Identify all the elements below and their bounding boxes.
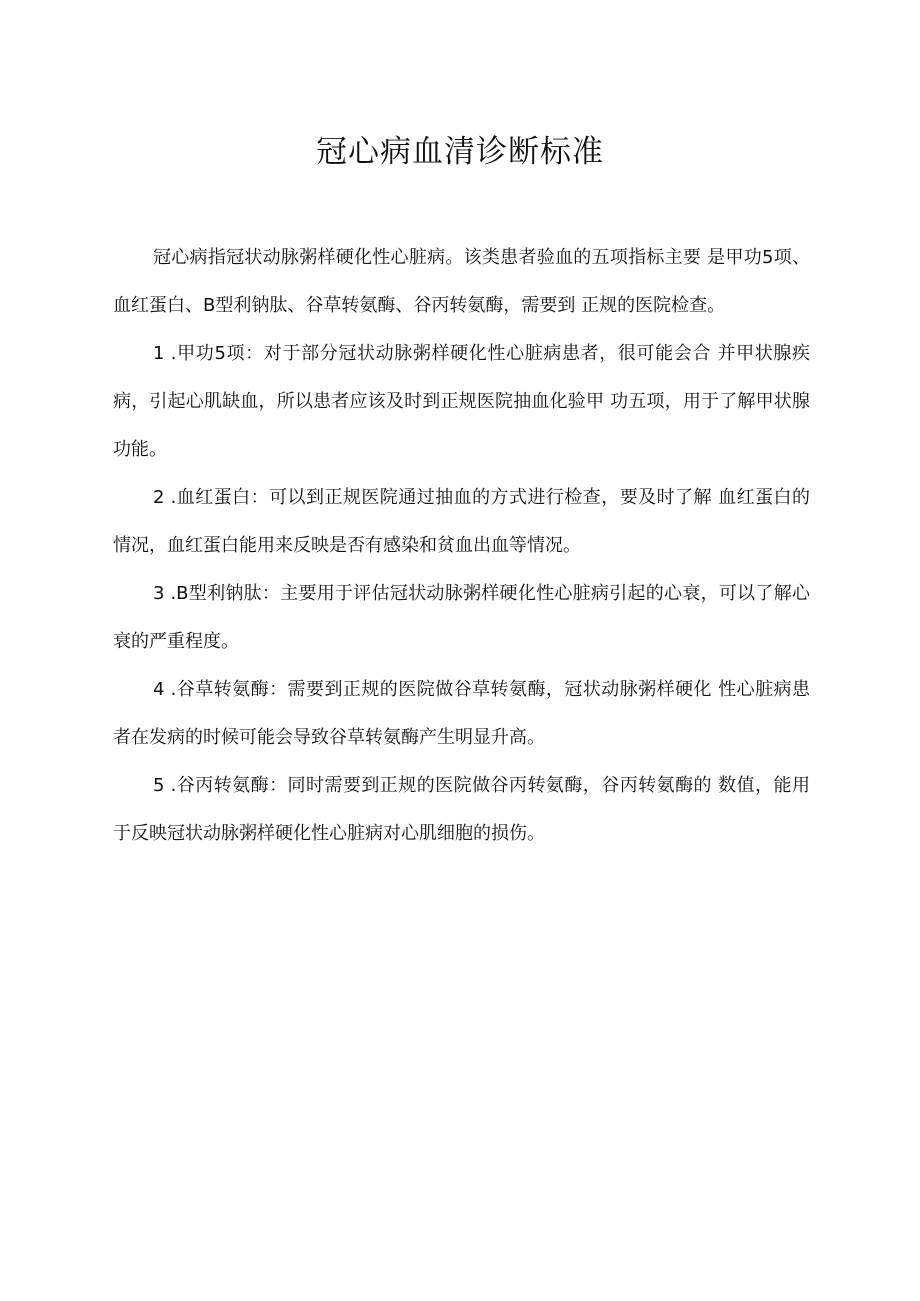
item-ast: 4 .谷草转氨酶：需要到正规的医院做谷草转氨酶，冠状动脉粥样硬化 性心脏病患者在发病的时候可能会导致谷草转氨酶产生明显升高。 <box>113 679 810 748</box>
item-hemoglobin: 2 .血红蛋白：可以到正规医院通过抽血的方式进行检查，要及时了解 血红蛋白的情况，血红蛋白能用来反映是否有感染和贫血出血等情况。 <box>113 487 810 556</box>
item-bnp: 3 .B型利钠肽：主要用于评估冠状动脉粥样硬化性心脏病引起的心衰，可以了解心衰的严重程度。 <box>113 583 810 652</box>
document-body <box>113 234 810 858</box>
document-title: 冠心病血清诊断标准 <box>316 134 604 170</box>
item-thyroid-function: 1 .甲功5项：对于部分冠状动脉粥样硬化性心脏病患者，很可能会合 并甲状腺疾病，引起心肌缺血，所以患者应该及时到正规医院抽血化验甲 功五项，用于了解甲状腺功能。 <box>113 343 810 460</box>
item-alt: 5 .谷丙转氨酶：同时需要到正规的医院做谷丙转氨酶，谷丙转氨酶的 数值，能用于反映冠状动脉粥样硬化性心脏病对心肌细胞的损伤。 <box>113 775 810 844</box>
intro-paragraph: 冠心病指冠状动脉粥样硬化性心脏病。该类患者验血的五项指标主要 是甲功5项、血红蛋白、B型利钠肽、谷草转氨酶、谷丙转氨酶，需要到 正规的医院检查。 <box>113 247 810 316</box>
